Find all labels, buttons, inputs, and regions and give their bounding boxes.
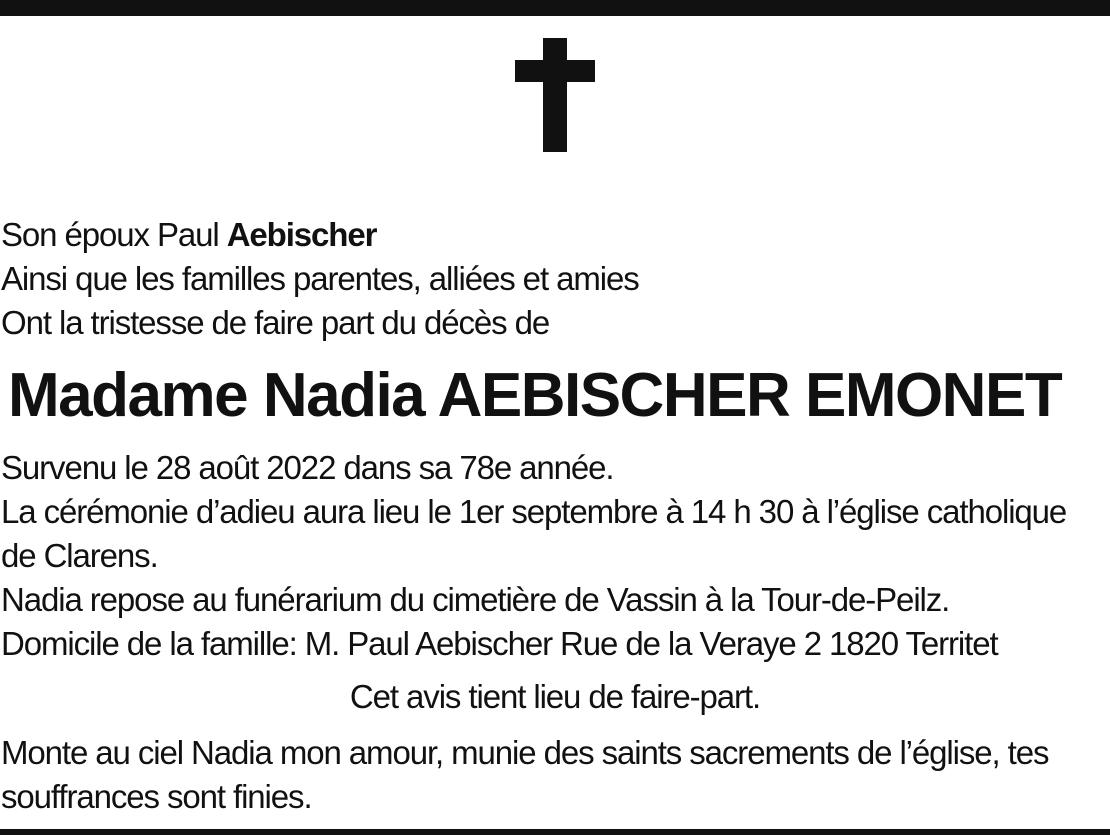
intro-line-families: Ainsi que les familles parentes, alliées et amies [1, 260, 639, 297]
closing-line-1: Monte au ciel Nadia mon amour, munie des saints sacrements de l’église, tes [1, 734, 1049, 771]
closing-message [1, 731, 1107, 819]
notice-text: Cet avis tient lieu de faire-part. [349, 678, 761, 715]
spouse-prefix: Son époux Paul [1, 216, 227, 253]
details-funeral-home-line: Nadia repose au funérarium du cimetière de Vassin à la Tour-de-Peilz. [1, 581, 950, 618]
cross-vertical-bar [543, 38, 567, 152]
spouse-surname: Aebischer [226, 216, 377, 253]
details-ceremony-place-line: de Clarens. [1, 537, 158, 574]
deceased-name-heading: Madame Nadia AEBISCHER EMONET [8, 361, 1062, 430]
announcement-details [1, 446, 1107, 666]
announcement-intro [1, 213, 1107, 345]
intro-line-announcement: Ont la tristesse de faire part du décès de [1, 304, 550, 341]
details-date-line: Survenu le 28 août 2022 dans sa 78e année. [1, 449, 614, 486]
intro-line-spouse [1, 213, 1107, 257]
cross-icon [515, 38, 595, 152]
details-ceremony-line: La cérémonie d’adieu aura lieu le 1er septembre à 14 h 30 à l’église catholique [1, 493, 1067, 530]
cross-horizontal-bar [515, 60, 595, 82]
details-family-address-line: Domicile de la famille: M. Paul Aebischer Rue de la Veraye 2 1820 Territet [1, 625, 998, 662]
closing-line-2: souffrances sont finies. [1, 778, 312, 815]
bottom-border-rule [0, 829, 1110, 835]
top-border-rule [0, 0, 1110, 16]
